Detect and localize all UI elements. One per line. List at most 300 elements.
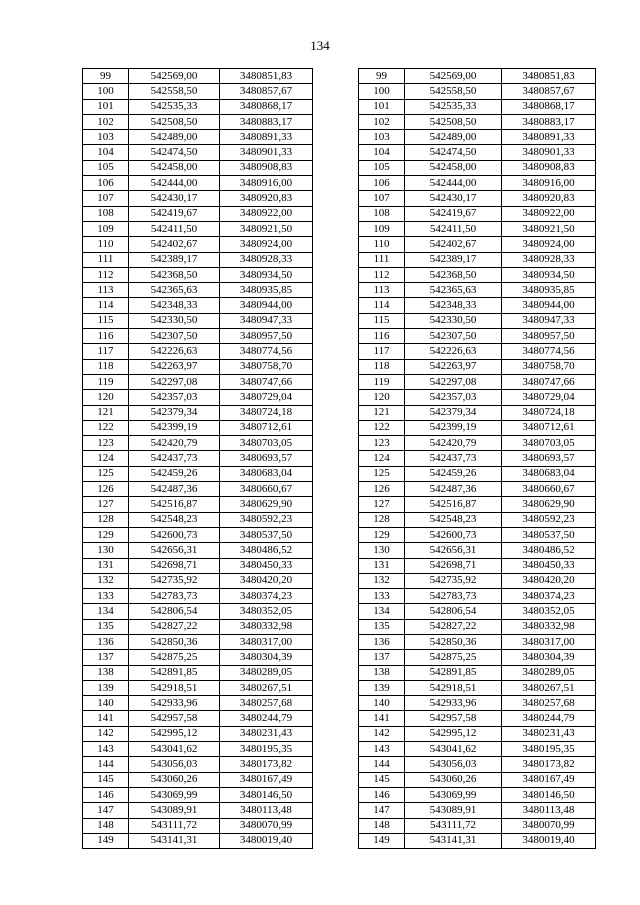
x-coordinate-cell: 542735,92: [405, 573, 502, 588]
y-coordinate-cell: 3480935,85: [220, 283, 313, 298]
x-coordinate-cell: 542458,00: [129, 160, 220, 175]
table-row: [359, 833, 596, 848]
table-row: [83, 252, 313, 267]
point-number-cell: 140: [83, 696, 129, 711]
x-coordinate-cell: 542783,73: [405, 589, 502, 604]
y-coordinate-cell: 3480924,00: [502, 237, 596, 252]
y-coordinate-cell: 3480924,00: [220, 237, 313, 252]
table-row: [83, 665, 313, 680]
x-coordinate-cell: 542226,63: [405, 344, 502, 359]
x-coordinate-cell: 543089,91: [405, 803, 502, 818]
point-number-cell: 107: [359, 191, 405, 206]
x-coordinate-cell: 542474,50: [129, 145, 220, 160]
x-coordinate-cell: 542263,97: [129, 359, 220, 374]
table-row: [359, 390, 596, 405]
x-coordinate-cell: 542569,00: [129, 69, 220, 84]
table-row: [359, 726, 596, 741]
y-coordinate-cell: 3480332,98: [502, 619, 596, 634]
table-row: [359, 451, 596, 466]
x-coordinate-cell: 542357,03: [405, 390, 502, 405]
y-coordinate-cell: 3480173,82: [502, 757, 596, 772]
y-coordinate-cell: 3480289,05: [220, 665, 313, 680]
y-coordinate-cell: 3480908,83: [220, 160, 313, 175]
table-row: [83, 482, 313, 497]
point-number-cell: 147: [83, 803, 129, 818]
coordinates-table-right: [358, 68, 596, 849]
point-number-cell: 129: [83, 527, 129, 542]
table-row: [359, 298, 596, 313]
table-row: [359, 742, 596, 757]
coordinates-table-right-body: [359, 69, 596, 849]
x-coordinate-cell: 542508,50: [129, 114, 220, 129]
point-number-cell: 100: [359, 84, 405, 99]
x-coordinate-cell: 542489,00: [129, 130, 220, 145]
y-coordinate-cell: 3480693,57: [220, 451, 313, 466]
table-row: [359, 176, 596, 191]
x-coordinate-cell: 542548,23: [405, 512, 502, 527]
point-number-cell: 146: [83, 787, 129, 802]
x-coordinate-cell: 542419,67: [129, 206, 220, 221]
y-coordinate-cell: 3480304,39: [502, 650, 596, 665]
table-row: [359, 344, 596, 359]
table-row: [359, 589, 596, 604]
table-row: [83, 772, 313, 787]
y-coordinate-cell: 3480934,50: [220, 267, 313, 282]
point-number-cell: 116: [359, 329, 405, 344]
y-coordinate-cell: 3480922,00: [220, 206, 313, 221]
point-number-cell: 106: [359, 176, 405, 191]
point-number-cell: 146: [359, 787, 405, 802]
point-number-cell: 102: [83, 114, 129, 129]
x-coordinate-cell: 542399,19: [405, 420, 502, 435]
point-number-cell: 111: [83, 252, 129, 267]
x-coordinate-cell: 542419,67: [405, 206, 502, 221]
x-coordinate-cell: 543041,62: [405, 742, 502, 757]
table-row: [83, 650, 313, 665]
point-number-cell: 121: [359, 405, 405, 420]
x-coordinate-cell: 543041,62: [129, 742, 220, 757]
x-coordinate-cell: 542348,33: [405, 298, 502, 313]
point-number-cell: 115: [359, 313, 405, 328]
x-coordinate-cell: 542444,00: [129, 176, 220, 191]
point-number-cell: 101: [83, 99, 129, 114]
table-row: [83, 420, 313, 435]
x-coordinate-cell: 542411,50: [129, 221, 220, 236]
y-coordinate-cell: 3480231,43: [502, 726, 596, 741]
y-coordinate-cell: 3480592,23: [220, 512, 313, 527]
y-coordinate-cell: 3480758,70: [220, 359, 313, 374]
y-coordinate-cell: 3480629,90: [220, 497, 313, 512]
table-row: [359, 650, 596, 665]
point-number-cell: 142: [359, 726, 405, 741]
table-row: [83, 405, 313, 420]
table-row: [359, 466, 596, 481]
x-coordinate-cell: 542933,96: [405, 696, 502, 711]
y-coordinate-cell: 3480537,50: [220, 527, 313, 542]
table-row: [83, 390, 313, 405]
point-number-cell: 132: [83, 573, 129, 588]
y-coordinate-cell: 3480374,23: [220, 589, 313, 604]
y-coordinate-cell: 3480244,79: [220, 711, 313, 726]
table-row: [83, 298, 313, 313]
table-row: [83, 160, 313, 175]
point-number-cell: 139: [83, 680, 129, 695]
x-coordinate-cell: 542474,50: [405, 145, 502, 160]
x-coordinate-cell: 542995,12: [129, 726, 220, 741]
table-row: [359, 206, 596, 221]
table-row: [83, 84, 313, 99]
table-row: [359, 114, 596, 129]
x-coordinate-cell: 542487,36: [129, 482, 220, 497]
point-number-cell: 116: [83, 329, 129, 344]
y-coordinate-cell: 3480747,66: [502, 374, 596, 389]
x-coordinate-cell: 542379,34: [129, 405, 220, 420]
table-row: [83, 283, 313, 298]
point-number-cell: 122: [83, 420, 129, 435]
point-number-cell: 113: [359, 283, 405, 298]
x-coordinate-cell: 542891,85: [405, 665, 502, 680]
x-coordinate-cell: 542365,63: [129, 283, 220, 298]
y-coordinate-cell: 3480146,50: [502, 787, 596, 802]
x-coordinate-cell: 542535,33: [129, 99, 220, 114]
y-coordinate-cell: 3480947,33: [220, 313, 313, 328]
y-coordinate-cell: 3480374,23: [502, 589, 596, 604]
y-coordinate-cell: 3480868,17: [502, 99, 596, 114]
x-coordinate-cell: 542891,85: [129, 665, 220, 680]
table-row: [83, 374, 313, 389]
point-number-cell: 101: [359, 99, 405, 114]
x-coordinate-cell: 543111,72: [405, 818, 502, 833]
table-row: [359, 604, 596, 619]
table-row: [359, 436, 596, 451]
x-coordinate-cell: 542558,50: [129, 84, 220, 99]
y-coordinate-cell: 3480724,18: [502, 405, 596, 420]
point-number-cell: 107: [83, 191, 129, 206]
y-coordinate-cell: 3480167,49: [220, 772, 313, 787]
y-coordinate-cell: 3480257,68: [502, 696, 596, 711]
table-row: [83, 329, 313, 344]
table-row: [83, 451, 313, 466]
point-number-cell: 136: [359, 634, 405, 649]
y-coordinate-cell: 3480257,68: [220, 696, 313, 711]
table-row: [83, 436, 313, 451]
y-coordinate-cell: 3480883,17: [220, 114, 313, 129]
y-coordinate-cell: 3480693,57: [502, 451, 596, 466]
table-row: [359, 84, 596, 99]
point-number-cell: 131: [359, 558, 405, 573]
table-row: [83, 221, 313, 236]
point-number-cell: 113: [83, 283, 129, 298]
y-coordinate-cell: 3480420,20: [220, 573, 313, 588]
x-coordinate-cell: 542420,79: [405, 436, 502, 451]
point-number-cell: 115: [83, 313, 129, 328]
y-coordinate-cell: 3480712,61: [220, 420, 313, 435]
point-number-cell: 128: [359, 512, 405, 527]
x-coordinate-cell: 542558,50: [405, 84, 502, 99]
table-row: [83, 711, 313, 726]
point-number-cell: 103: [359, 130, 405, 145]
x-coordinate-cell: 542806,54: [405, 604, 502, 619]
x-coordinate-cell: 542459,26: [405, 466, 502, 481]
table-row: [83, 680, 313, 695]
x-coordinate-cell: 542850,36: [129, 634, 220, 649]
x-coordinate-cell: 542487,36: [405, 482, 502, 497]
point-number-cell: 108: [359, 206, 405, 221]
x-coordinate-cell: 542698,71: [405, 558, 502, 573]
point-number-cell: 119: [359, 374, 405, 389]
point-number-cell: 125: [359, 466, 405, 481]
table-row: [83, 237, 313, 252]
y-coordinate-cell: 3480420,20: [502, 573, 596, 588]
table-row: [83, 344, 313, 359]
x-coordinate-cell: 542444,00: [405, 176, 502, 191]
table-row: [83, 619, 313, 634]
table-row: [359, 573, 596, 588]
x-coordinate-cell: 542656,31: [129, 543, 220, 558]
y-coordinate-cell: 3480928,33: [220, 252, 313, 267]
y-coordinate-cell: 3480957,50: [502, 329, 596, 344]
table-row: [359, 482, 596, 497]
x-coordinate-cell: 543069,99: [405, 787, 502, 802]
table-row: [83, 466, 313, 481]
point-number-cell: 112: [83, 267, 129, 282]
point-number-cell: 114: [83, 298, 129, 313]
point-number-cell: 129: [359, 527, 405, 542]
point-number-cell: 140: [359, 696, 405, 711]
x-coordinate-cell: 542263,97: [405, 359, 502, 374]
table-row: [359, 130, 596, 145]
x-coordinate-cell: 542516,87: [129, 497, 220, 512]
table-row: [359, 497, 596, 512]
y-coordinate-cell: 3480019,40: [502, 833, 596, 848]
y-coordinate-cell: 3480920,83: [220, 191, 313, 206]
point-number-cell: 123: [359, 436, 405, 451]
y-coordinate-cell: 3480317,00: [220, 634, 313, 649]
point-number-cell: 120: [359, 390, 405, 405]
table-row: [83, 99, 313, 114]
point-number-cell: 137: [83, 650, 129, 665]
y-coordinate-cell: 3480934,50: [502, 267, 596, 282]
table-row: [359, 99, 596, 114]
point-number-cell: 134: [83, 604, 129, 619]
point-number-cell: 109: [359, 221, 405, 236]
table-row: [83, 69, 313, 84]
x-coordinate-cell: 542389,17: [129, 252, 220, 267]
y-coordinate-cell: 3480901,33: [502, 145, 596, 160]
point-number-cell: 111: [359, 252, 405, 267]
table-row: [359, 711, 596, 726]
x-coordinate-cell: 542430,17: [405, 191, 502, 206]
point-number-cell: 117: [83, 344, 129, 359]
y-coordinate-cell: 3480146,50: [220, 787, 313, 802]
x-coordinate-cell: 542226,63: [129, 344, 220, 359]
y-coordinate-cell: 3480173,82: [220, 757, 313, 772]
y-coordinate-cell: 3480857,67: [220, 84, 313, 99]
table-row: [83, 604, 313, 619]
x-coordinate-cell: 542402,67: [129, 237, 220, 252]
table-row: [83, 512, 313, 527]
x-coordinate-cell: 542330,50: [405, 313, 502, 328]
table-row: [83, 742, 313, 757]
y-coordinate-cell: 3480921,50: [502, 221, 596, 236]
y-coordinate-cell: 3480352,05: [502, 604, 596, 619]
point-number-cell: 148: [359, 818, 405, 833]
point-number-cell: 126: [83, 482, 129, 497]
table-row: [83, 114, 313, 129]
y-coordinate-cell: 3480868,17: [220, 99, 313, 114]
table-row: [359, 283, 596, 298]
point-number-cell: 130: [83, 543, 129, 558]
x-coordinate-cell: 542656,31: [405, 543, 502, 558]
table-row: [359, 191, 596, 206]
y-coordinate-cell: 3480629,90: [502, 497, 596, 512]
point-number-cell: 148: [83, 818, 129, 833]
y-coordinate-cell: 3480857,67: [502, 84, 596, 99]
point-number-cell: 108: [83, 206, 129, 221]
table-row: [359, 145, 596, 160]
point-number-cell: 110: [359, 237, 405, 252]
y-coordinate-cell: 3480883,17: [502, 114, 596, 129]
y-coordinate-cell: 3480289,05: [502, 665, 596, 680]
table-row: [359, 680, 596, 695]
y-coordinate-cell: 3480231,43: [220, 726, 313, 741]
point-number-cell: 121: [83, 405, 129, 420]
y-coordinate-cell: 3480304,39: [220, 650, 313, 665]
y-coordinate-cell: 3480352,05: [220, 604, 313, 619]
x-coordinate-cell: 542933,96: [129, 696, 220, 711]
table-row: [83, 313, 313, 328]
y-coordinate-cell: 3480195,35: [502, 742, 596, 757]
table-row: [359, 329, 596, 344]
point-number-cell: 126: [359, 482, 405, 497]
y-coordinate-cell: 3480944,00: [502, 298, 596, 313]
table-row: [83, 497, 313, 512]
table-row: [83, 757, 313, 772]
table-row: [359, 696, 596, 711]
point-number-cell: 141: [359, 711, 405, 726]
point-number-cell: 141: [83, 711, 129, 726]
y-coordinate-cell: 3480332,98: [220, 619, 313, 634]
y-coordinate-cell: 3480113,48: [502, 803, 596, 818]
table-row: [359, 374, 596, 389]
x-coordinate-cell: 542402,67: [405, 237, 502, 252]
x-coordinate-cell: 543141,31: [405, 833, 502, 848]
table-row: [359, 405, 596, 420]
x-coordinate-cell: 542437,73: [405, 451, 502, 466]
point-number-cell: 112: [359, 267, 405, 282]
point-number-cell: 149: [83, 833, 129, 848]
x-coordinate-cell: 542379,34: [405, 405, 502, 420]
point-number-cell: 103: [83, 130, 129, 145]
point-number-cell: 130: [359, 543, 405, 558]
y-coordinate-cell: 3480267,51: [220, 680, 313, 695]
x-coordinate-cell: 542330,50: [129, 313, 220, 328]
table-row: [359, 69, 596, 84]
table-row: [359, 237, 596, 252]
table-row: [83, 359, 313, 374]
table-row: [83, 543, 313, 558]
table-row: [83, 130, 313, 145]
x-coordinate-cell: 542806,54: [129, 604, 220, 619]
point-number-cell: 104: [359, 145, 405, 160]
x-coordinate-cell: 542508,50: [405, 114, 502, 129]
y-coordinate-cell: 3480450,33: [502, 558, 596, 573]
point-number-cell: 149: [359, 833, 405, 848]
y-coordinate-cell: 3480592,23: [502, 512, 596, 527]
x-coordinate-cell: 542918,51: [129, 680, 220, 695]
y-coordinate-cell: 3480070,99: [220, 818, 313, 833]
x-coordinate-cell: 542783,73: [129, 589, 220, 604]
x-coordinate-cell: 543060,26: [129, 772, 220, 787]
y-coordinate-cell: 3480928,33: [502, 252, 596, 267]
table-row: [359, 267, 596, 282]
point-number-cell: 99: [359, 69, 405, 84]
table-row: [359, 818, 596, 833]
table-row: [83, 726, 313, 741]
x-coordinate-cell: 542307,50: [129, 329, 220, 344]
coordinates-table-left-body: [83, 69, 313, 849]
table-row: [83, 634, 313, 649]
y-coordinate-cell: 3480935,85: [502, 283, 596, 298]
x-coordinate-cell: 542995,12: [405, 726, 502, 741]
point-number-cell: 100: [83, 84, 129, 99]
y-coordinate-cell: 3480712,61: [502, 420, 596, 435]
table-row: [83, 176, 313, 191]
x-coordinate-cell: 542918,51: [405, 680, 502, 695]
y-coordinate-cell: 3480195,35: [220, 742, 313, 757]
x-coordinate-cell: 542368,50: [129, 267, 220, 282]
table-row: [83, 803, 313, 818]
x-coordinate-cell: 542297,08: [405, 374, 502, 389]
point-number-cell: 133: [83, 589, 129, 604]
point-number-cell: 145: [359, 772, 405, 787]
x-coordinate-cell: 542348,33: [129, 298, 220, 313]
y-coordinate-cell: 3480774,56: [502, 344, 596, 359]
y-coordinate-cell: 3480891,33: [502, 130, 596, 145]
point-number-cell: 143: [359, 742, 405, 757]
y-coordinate-cell: 3480703,05: [502, 436, 596, 451]
x-coordinate-cell: 543141,31: [129, 833, 220, 848]
point-number-cell: 105: [83, 160, 129, 175]
x-coordinate-cell: 542827,22: [405, 619, 502, 634]
x-coordinate-cell: 542548,23: [129, 512, 220, 527]
point-number-cell: 131: [83, 558, 129, 573]
x-coordinate-cell: 542875,25: [129, 650, 220, 665]
y-coordinate-cell: 3480891,33: [220, 130, 313, 145]
point-number-cell: 114: [359, 298, 405, 313]
table-row: [359, 543, 596, 558]
x-coordinate-cell: 543056,03: [129, 757, 220, 772]
point-number-cell: 128: [83, 512, 129, 527]
table-row: [359, 313, 596, 328]
y-coordinate-cell: 3480944,00: [220, 298, 313, 313]
point-number-cell: 127: [359, 497, 405, 512]
point-number-cell: 136: [83, 634, 129, 649]
y-coordinate-cell: 3480916,00: [502, 176, 596, 191]
y-coordinate-cell: 3480851,83: [220, 69, 313, 84]
x-coordinate-cell: 542698,71: [129, 558, 220, 573]
point-number-cell: 125: [83, 466, 129, 481]
table-row: [359, 558, 596, 573]
table-row: [83, 833, 313, 848]
table-row: [359, 527, 596, 542]
x-coordinate-cell: 542437,73: [129, 451, 220, 466]
x-coordinate-cell: 542957,58: [129, 711, 220, 726]
x-coordinate-cell: 543060,26: [405, 772, 502, 787]
x-coordinate-cell: 542735,92: [129, 573, 220, 588]
point-number-cell: 104: [83, 145, 129, 160]
table-row: [359, 221, 596, 236]
